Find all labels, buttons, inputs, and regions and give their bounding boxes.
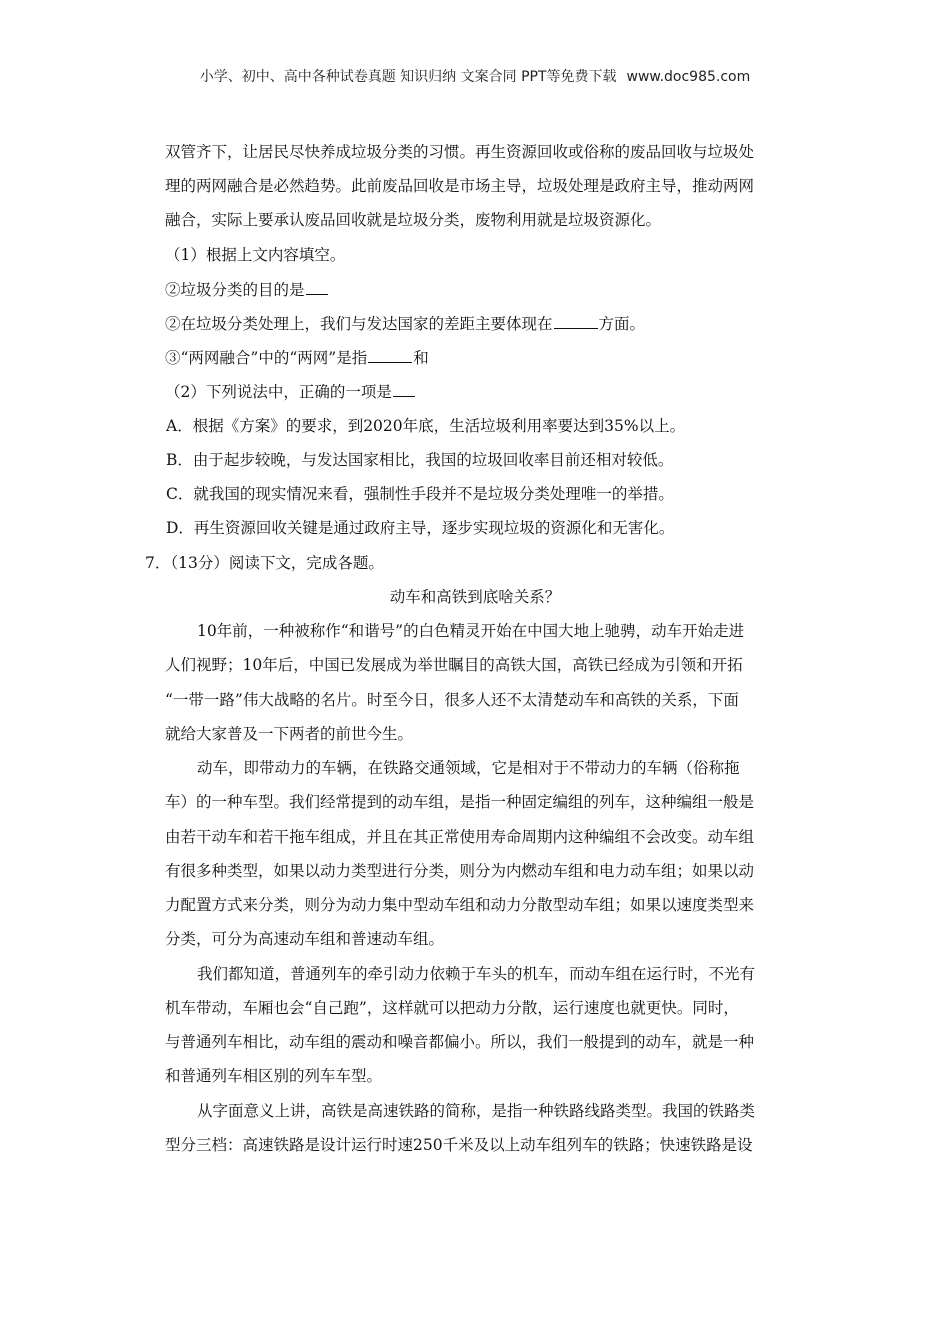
option-c[interactable]: C．就我国的现实情况来看，强制性手段并不是垃圾分类处理唯一的举措。 — [166, 485, 674, 503]
article-title: 动车和高铁到底啥关系？ — [389, 588, 561, 606]
question-1-item-2 — [165, 312, 805, 335]
answer-blank[interactable] — [306, 278, 328, 295]
question-1-prompt: （1）根据上文内容填空。 — [165, 246, 346, 264]
question-1-item-2-text: ②在垃圾分类处理上，我们与发达国家的差距主要体现在 — [165, 315, 553, 333]
article-line: 动车，即带动力的车辆，在铁路交通领域，它是相对于不带动力的车辆（俗称拖 — [197, 759, 740, 777]
article-line: “一带一路”伟大战略的名片。时至今日，很多人还不太清楚动车和高铁的关系，下面 — [165, 691, 739, 709]
answer-blank[interactable] — [368, 346, 412, 363]
question-7-heading: 7．（13分）阅读下文，完成各题。 — [145, 554, 384, 572]
question-1-item-2-suffix: 方面。 — [598, 315, 646, 333]
option-d[interactable]: D．再生资源回收关键是通过政府主导，逐步实现垃圾的资源化和无害化。 — [166, 519, 675, 537]
article-line: 车）的一种车型。我们经常提到的动车组，是指一种固定编组的列车，这种编组一般是 — [165, 793, 755, 811]
answer-blank[interactable] — [393, 380, 415, 397]
question-1-item-3-suffix: 和 — [413, 349, 429, 367]
header-text: 小学、初中、高中各种试卷真题 知识归纳 文案合同 PPT等免费下载 — [199, 69, 617, 85]
passage-line: 理的两网融合是必然趋势。此前废品回收是市场主导，垃圾处理是政府主导，推动两网 — [165, 177, 755, 195]
article-line: 机车带动，车厢也会“自己跑”，这样就可以把动力分散，运行速度也就更快。同时， — [165, 999, 739, 1017]
article-line: 和普通列车相区别的列车车型。 — [165, 1067, 383, 1085]
answer-blank[interactable] — [554, 312, 598, 329]
article-line: 我们都知道，普通列车的牵引动力依赖于车头的机车，而动车组在运行时，不光有 — [197, 965, 756, 983]
option-a[interactable]: A．根据《方案》的要求，到2020年底，生活垃圾利用率要达到35%以上。 — [166, 417, 686, 435]
article-line: 从字面意义上讲，高铁是高速铁路的简称，是指一种铁路线路类型。我国的铁路类 — [197, 1102, 756, 1120]
question-1-item-3-text: ③“两网融合”中的“两网”是指 — [165, 349, 368, 367]
passage-line: 双管齐下，让居民尽快养成垃圾分类的习惯。再生资源回收或俗称的废品回收与垃圾处 — [165, 143, 755, 161]
question-2-prompt — [165, 380, 805, 403]
article-line: 力配置方式来分类，则分为动力集中型动车组和动力分散型动车组；如果以速度类型来 — [165, 896, 755, 914]
question-1-item-1 — [165, 278, 805, 301]
article-line: 与普通列车相比，动车组的震动和噪音都偏小。所以，我们一般提到的动车，就是一种 — [165, 1033, 755, 1051]
option-b[interactable]: B．由于起步较晚，与发达国家相比，我国的垃圾回收率目前还相对较低。 — [166, 451, 674, 469]
question-2-text: （2）下列说法中，正确的一项是 — [165, 383, 392, 401]
question-1-item-1-text: ②垃圾分类的目的是 — [165, 281, 305, 299]
header-url[interactable]: www.doc985.com — [626, 69, 751, 85]
article-line: 就给大家普及一下两者的前世今生。 — [165, 725, 414, 743]
article-line: 10年前，一种被称作“和谐号”的白色精灵开始在中国大地上驰骋，动车开始走进 — [197, 622, 745, 640]
question-1-item-3 — [165, 346, 805, 369]
article-line: 型分三档：高速铁路是设计运行时速250千米及以上动车组列车的铁路；快速铁路是设 — [165, 1136, 753, 1154]
article-line: 由若干动车和若干拖车组成，并且在其正常使用寿命周期内这种编组不会改变。动车组 — [165, 828, 755, 846]
article-line: 人们视野；10年后，中国已发展成为举世瞩目的高铁大国，高铁已经成为引领和开拓 — [165, 656, 743, 674]
page-header — [0, 66, 950, 86]
article-line: 分类，可分为高速动车组和普速动车组。 — [165, 930, 445, 948]
article-line: 有很多种类型，如果以动力类型进行分类，则分为内燃动车组和电力动车组；如果以动 — [165, 862, 755, 880]
passage-line: 融合，实际上要承认废品回收就是垃圾分类，废物利用就是垃圾资源化。 — [165, 211, 662, 229]
